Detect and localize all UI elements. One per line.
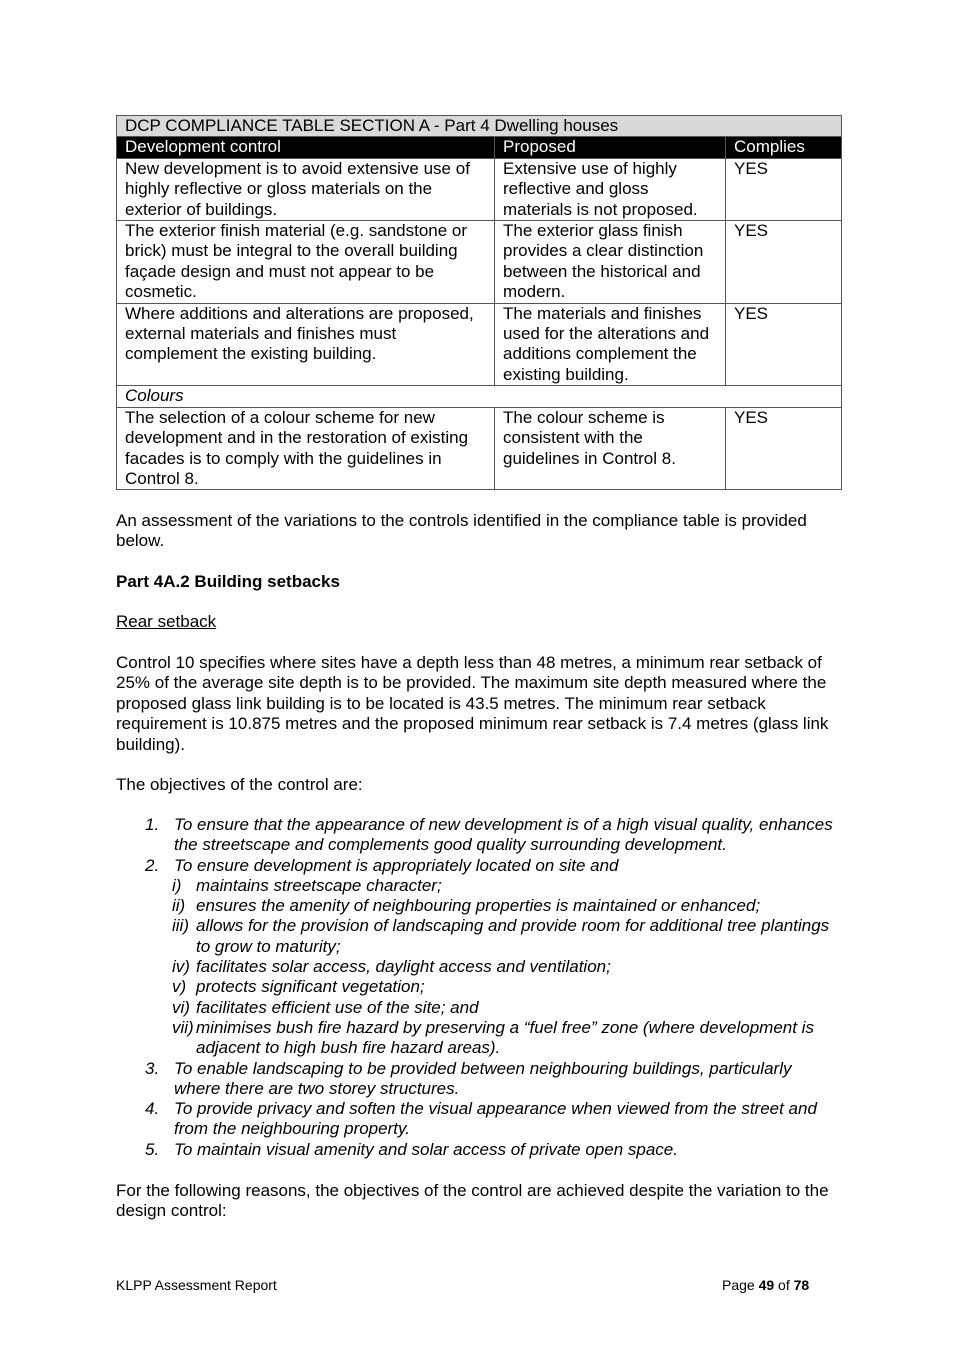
control-cell: The exterior finish material (e.g. sandstone or brick) must be integral to the overall building façade design and must not appear to be cosmetic. <box>117 221 495 304</box>
header-proposed: Proposed <box>495 137 726 158</box>
header-development-control: Development control <box>117 137 495 158</box>
list-text: To ensure development is appropriately located on site and <box>174 855 619 875</box>
list-item <box>116 1140 842 1160</box>
list-item <box>116 957 842 977</box>
page-current: 49 <box>758 1277 775 1293</box>
control-cell: New development is to avoid extensive use of highly reflective or gloss materials on the exterior of buildings. <box>117 158 495 220</box>
complies-cell: YES <box>726 158 842 220</box>
list-text: facilitates solar access, daylight access and ventilation; <box>196 957 611 977</box>
proposed-cell: The exterior glass finish provides a clear distinction between the historical and modern. <box>495 221 726 304</box>
objectives-list <box>116 815 842 1160</box>
control-cell: The selection of a colour scheme for new development and in the restoration of existing facades is to comply with the guidelines in Control 8. <box>117 407 495 490</box>
compliance-table-container <box>116 115 841 490</box>
table-row <box>117 407 842 490</box>
compliance-table <box>116 115 842 490</box>
table-title-row <box>117 116 842 137</box>
list-number: vii) <box>172 1017 194 1037</box>
list-item <box>116 1018 842 1059</box>
list-text: To maintain visual amenity and solar access of private open space. <box>174 1139 678 1159</box>
list-text: ensures the amenity of neighbouring properties is maintained or enhanced; <box>196 896 761 916</box>
objectives-intro: The objectives of the control are: <box>116 775 363 794</box>
list-item <box>116 1059 842 1100</box>
list-number: i) <box>172 875 182 895</box>
header-complies: Complies <box>726 137 842 158</box>
proposed-cell: The materials and finishes used for the alterations and additions complement the existing building. <box>495 303 726 386</box>
list-number: 1. <box>145 815 160 834</box>
list-text: To ensure that the appearance of new development is of a high visual quality, enhances the streetscape and complements good quality surrounding development. <box>174 815 833 855</box>
subheading-rear-setback: Rear setback <box>116 612 217 631</box>
list-text: To enable landscaping to be provided between neighbouring buildings, particularly where there are two storey structures. <box>174 1058 792 1098</box>
complies-cell: YES <box>726 221 842 304</box>
table-title: DCP COMPLIANCE TABLE SECTION A - Part 4 Dwelling houses <box>117 116 842 137</box>
section-heading-setbacks: Part 4A.2 Building setbacks <box>116 572 340 591</box>
list-item <box>116 1099 842 1140</box>
list-number: ii) <box>172 896 186 916</box>
section-row-colours <box>117 386 842 407</box>
section-heading: Colours <box>117 386 842 407</box>
page-of: of <box>774 1277 794 1293</box>
table-row <box>117 158 842 220</box>
list-number: 3. <box>145 1058 160 1078</box>
list-item <box>116 896 842 916</box>
complies-cell: YES <box>726 407 842 490</box>
proposed-cell: The colour scheme is consistent with the guidelines in Control 8. <box>495 407 726 490</box>
complies-cell: YES <box>726 303 842 386</box>
list-number: 4. <box>145 1099 160 1119</box>
page-total: 78 <box>793 1277 810 1293</box>
sub-objectives-list <box>174 876 842 1059</box>
footer-report-name: KLPP Assessment Report <box>116 1277 277 1293</box>
list-item <box>116 856 842 1059</box>
proposed-cell: Extensive use of highly reflective and gloss materials is not proposed. <box>495 158 726 220</box>
list-number: v) <box>172 977 187 997</box>
footer-page-number <box>722 1277 809 1294</box>
table-header-row <box>117 137 842 158</box>
list-item <box>116 977 842 997</box>
list-number: vi) <box>172 997 190 1017</box>
list-item <box>116 815 842 856</box>
closing-paragraph: For the following reasons, the objectives of the control are achieved despite the variation to the design control: <box>116 1181 829 1221</box>
list-item <box>116 876 842 896</box>
table-row <box>117 303 842 386</box>
list-number: iii) <box>172 916 189 936</box>
page-prefix: Page <box>722 1277 759 1293</box>
list-text: facilitates efficient use of the site; and <box>196 997 479 1017</box>
control-paragraph: Control 10 specifies where sites have a depth less than 48 metres, a minimum rear setback of 25% of the average site depth is to be provided. The maximum site depth measured where the proposed glass link building is to be located is 43.5 metres. The minimum rear setback requirement is 10.875 metres and the proposed minimum rear setback is 7.4 metres (glass link building). <box>116 653 829 754</box>
control-cell: Where additions and alterations are proposed, external materials and finishes must complement the existing building. <box>117 303 495 386</box>
list-item <box>116 916 842 957</box>
list-number: iv) <box>172 957 190 977</box>
list-text: To provide privacy and soften the visual appearance when viewed from the street and from the neighbouring property. <box>174 1099 817 1139</box>
list-text: allows for the provision of landscaping and provide room for additional tree plantings to grow to maturity; <box>196 916 830 956</box>
list-item <box>116 998 842 1018</box>
list-number: 2. <box>145 855 160 875</box>
list-number: 5. <box>145 1139 160 1159</box>
intro-paragraph: An assessment of the variations to the controls identified in the compliance table is provided below. <box>116 511 807 551</box>
list-text: protects significant vegetation; <box>196 977 425 997</box>
table-row <box>117 221 842 304</box>
list-text: minimises bush fire hazard by preserving a “fuel free” zone (where development is adjacent to high bush fire hazard areas). <box>196 1017 814 1058</box>
list-text: maintains streetscape character; <box>196 875 442 895</box>
